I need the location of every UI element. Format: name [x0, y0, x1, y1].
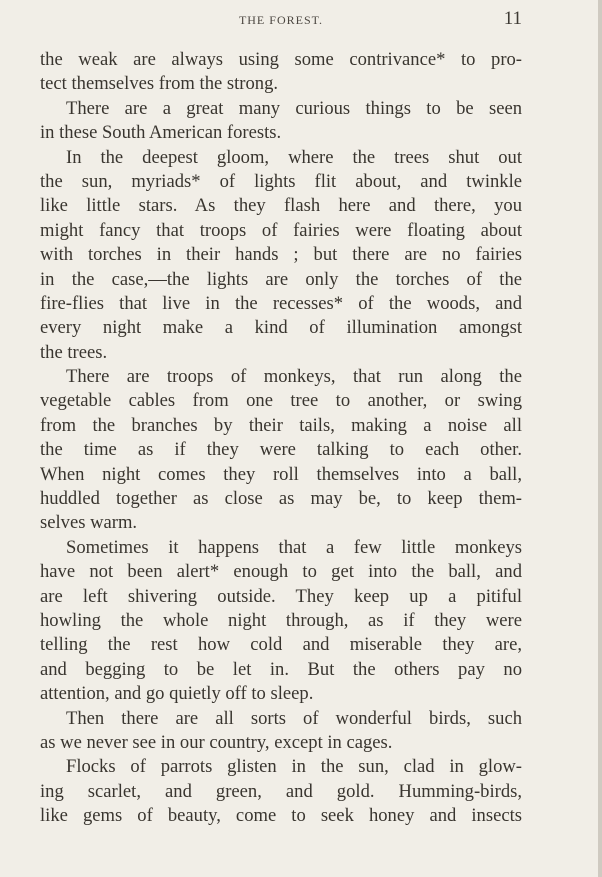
text-line: the time as if they were talking to each other. — [40, 439, 522, 461]
text-line: and begging to be let in. But the others pay no — [40, 658, 522, 680]
body-text — [40, 48, 522, 829]
text-line: In the deepest gloom, where the trees shut out — [66, 146, 522, 168]
text-line: have not been alert* enough to get into the ball, and — [40, 561, 522, 583]
text-line: telling the rest how cold and miserable they are, — [40, 634, 522, 656]
text-line: like gems of beauty, come to seek honey and insects — [40, 805, 522, 827]
paragraph — [40, 146, 522, 366]
paragraph — [40, 536, 522, 707]
text-line: tect themselves from the strong. — [40, 73, 279, 95]
text-line: huddled together as close as may be, to keep them- — [40, 488, 522, 510]
text-line: in the case,—the lights are only the torches of the — [40, 268, 522, 290]
text-line: as we never see in our country, except in cages. — [40, 731, 393, 753]
page-number: 11 — [503, 8, 522, 29]
text-line: are left shivering outside. They keep up a pitiful — [40, 585, 522, 607]
text-line: the trees. — [40, 341, 108, 363]
text-line: might fancy that troops of fairies were floating about — [40, 219, 522, 241]
text-line: Sometimes it happens that a few little monkeys — [66, 536, 522, 558]
text-line: the weak are always using some contrivance* to pro- — [40, 49, 522, 70]
text-line: with torches in their hands ; but there are no fairies — [40, 244, 522, 266]
text-line: vegetable cables from one tree to another, or swing — [40, 390, 522, 412]
text-line: Then there are all sorts of wonderful birds, such — [66, 707, 522, 729]
text-line: ing scarlet, and green, and gold. Humming-birds, — [40, 780, 522, 802]
text-line: from the branches by their tails, making a noise all — [40, 414, 522, 436]
paragraph — [40, 48, 522, 97]
text-line: attention, and go quietly off to sleep. — [40, 683, 314, 705]
paragraph — [40, 755, 522, 828]
paragraph — [40, 97, 522, 146]
text-line: When night comes they roll themselves into a ball, — [40, 463, 522, 485]
running-title: THE FOREST. — [238, 13, 324, 27]
text-line: howling the whole night through, as if they were — [40, 609, 522, 631]
text-line: the sun, myriads* of lights flit about, and twinkle — [40, 170, 522, 192]
page-edge — [598, 0, 602, 877]
text-line: There are a great many curious things to be seen — [66, 97, 522, 119]
page-header — [40, 9, 522, 29]
text-line: fire-flies that live in the recesses* of the woods, and — [40, 292, 522, 314]
text-line: Flocks of parrots glisten in the sun, clad in glow- — [66, 756, 522, 778]
text-line: selves warm. — [40, 512, 138, 534]
text-line: There are troops of monkeys, that run along the — [66, 366, 522, 388]
text-line: every night make a kind of illumination amongst — [40, 317, 522, 339]
text-line: in these South American forests. — [40, 122, 282, 144]
paragraph — [40, 365, 522, 536]
text-line: like little stars. As they flash here and there, you — [40, 195, 522, 217]
paragraph — [40, 707, 522, 756]
